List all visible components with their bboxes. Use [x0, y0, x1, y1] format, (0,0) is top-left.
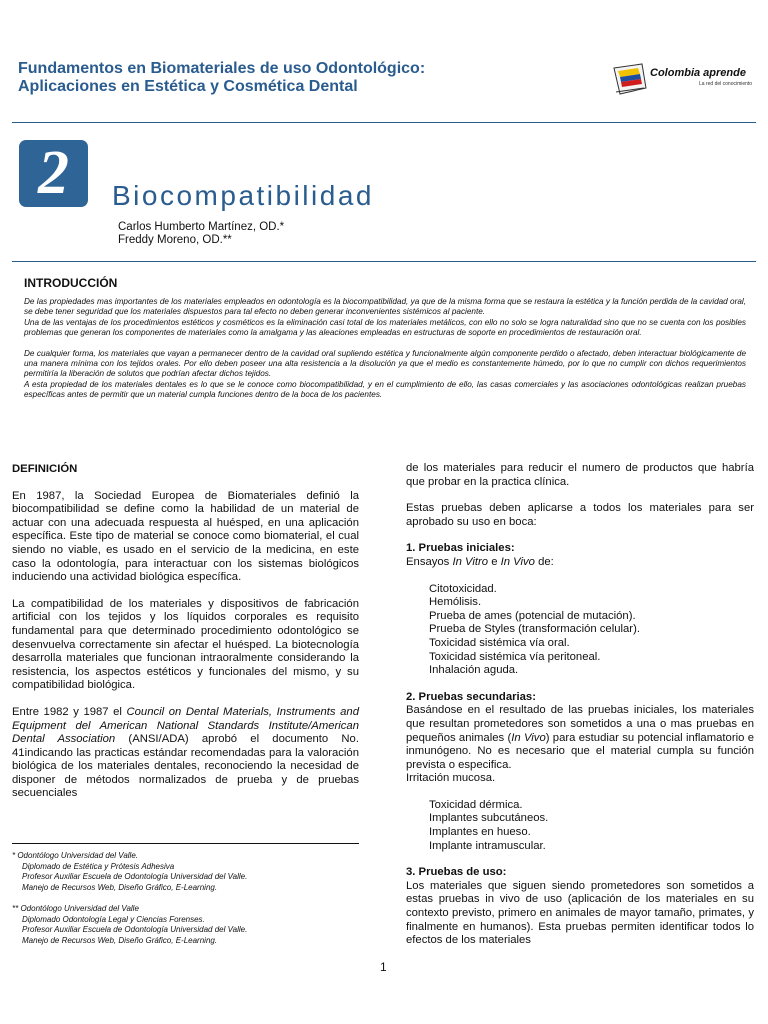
document-title — [18, 60, 578, 96]
footnote-divider — [12, 843, 359, 844]
colombia-aprende-logo — [612, 62, 757, 98]
list-item: Prueba de ames (potencial de mutación). — [429, 609, 636, 622]
intro-text — [24, 297, 746, 401]
list-item: Toxicidad sistémica vía oral. — [429, 636, 570, 649]
right-column — [406, 462, 754, 961]
left-column — [12, 463, 359, 814]
list-item: Prueba de Styles (transformación celular). — [429, 623, 640, 636]
definition-heading: DEFINICIÓN — [12, 463, 78, 475]
header-divider — [12, 122, 756, 123]
logo-subtitle: La red del conocimiento — [699, 81, 753, 87]
logo-text: Colombia aprende — [650, 67, 746, 79]
chapter-divider — [12, 261, 756, 262]
author-1: Carlos Humberto Martínez, OD.* — [118, 221, 285, 233]
body-paragraph: Ensayos In Vitro e In Vivo de: — [406, 555, 554, 568]
intro-paragraph: Una de las ventajas de los procedimientos estéticos y cosméticos es la eliminación casi total de los materiales metálicos, con ello no solo se logra naturalidad sino que no se cuenta con los posibles problemas que generan los componentes de materiales como la amalgama y las aleaciones empleadas en estructuras de soporte en procedimientos de restauración oral. — [24, 317, 746, 338]
initial-tests-list — [406, 583, 754, 678]
body-paragraph: Entre 1982 y 1987 el Council on Dental Materials, Instruments and Equipment del American National Standards Institute/American Dental Association (ANSI/ADA) aprobó el documento No. 41indicando las practicas estándar recomendadas para la valoración biológica de los materiales dentales, reconociendo la necesidad de disponer de métodos normalizados de prueba y de pruebas secuenciales — [12, 705, 359, 800]
chapter-title: Biocompatibilidad — [112, 180, 374, 211]
intro-paragraph: De cualquier forma, los materiales que vayan a permanecer dentro de la cavidad oral supliendo estética y funcionalmente algún componente perdido o afectado, deben interactuar biológicamente de una manera mínima con los tejidos orales. Por ello deben poseer una alta resistencia a la disolución ya que el medio es constantemente húmedo, por lo que no cumplir con dichos requerimientos permitiría la liberación de solutos que podrían afectar dichos tejidos. — [24, 348, 746, 379]
list-item: Toxicidad dérmica. — [429, 798, 523, 811]
body-paragraph: Irritación mucosa. — [406, 772, 496, 785]
council-name: Council on Dental Materials, Instruments and Equipment del American National Standards Institute/American Dental Association — [12, 705, 359, 746]
intro-paragraph: A esta propiedad de los materiales dentales es lo que se le conoce como biocompatibilidad, y en el cumplimiento de ello, las casas comerciales y las asociaciones odontológicas realizan pruebas específicas antes de permitir que un material cumpla funciones dentro de la boca de los pacientes. — [24, 379, 746, 400]
author-2: Freddy Moreno, OD.** — [118, 234, 232, 246]
body-paragraph: de los materiales para reducir el numero de productos que habría que probar en la practica clínica. — [406, 462, 754, 488]
intro-heading: INTRODUCCIÓN — [24, 276, 118, 290]
chapter-number-badge: 2 — [19, 140, 88, 207]
title-line-1: Fundamentos en Biomateriales de uso Odontológico: — [18, 60, 426, 77]
secondary-tests-list — [406, 799, 754, 853]
book-icon — [612, 62, 648, 96]
footnote-1: * Odontólogo Universidad del Valle. Diplomado de Estética y Prótesis Adhesiva Profesor Auxiliar Escuela de Odontología Universidad del Valle. Manejo de Recursos Web, Diseño Gráfico, E-Learning. — [12, 851, 248, 892]
list-item: Implantes subcutáneos. — [429, 812, 549, 825]
body-paragraph: En 1987, la Sociedad Europea de Biomateriales definió la biocompatibilidad se define como la habilidad de un material de actuar con una adecuada respuesta al huésped, en una aplicación específica. Este tipo de material se conoce como biomaterial, el cual siendo no viable, es usado en el servicio de la medicina, en este caso la odontología, para interactuar con los sistemas biológicos induciendo una actividad biológica específica. — [12, 489, 359, 584]
authors — [118, 221, 284, 247]
section-heading-secondary-tests: 2. Pruebas secundarias: — [406, 690, 536, 703]
title-line-2: Aplicaciones en Estética y Cosmética Dental — [18, 78, 358, 95]
list-item: Implantes en hueso. — [429, 826, 531, 839]
body-paragraph: La compatibilidad de los materiales y dispositivos de fabricación artificial con los tejidos y los líquidos corporales es requisito fundamental para que determinado procedimiento odontológico se desenvuelva correctamente sin afectar el huésped. La biotecnología desarrolla materiales que funcionan intraoralmente considerando la resistencia, los aspectos estéticos y funcionales del mismo, y su compatibilidad biológica. — [12, 597, 359, 692]
body-paragraph: Estas pruebas deben aplicarse a todos los materiales para ser aprobado su uso en boca: — [406, 502, 754, 528]
section-heading-initial-tests: 1. Pruebas iniciales: — [406, 542, 515, 555]
body-paragraph: Basándose en el resultado de las pruebas iniciales, los materiales que resultan prometedores son sometidos a una o mas pruebas en pequeños animales (In Vivo) para estudiar su potencial inflamatorio e inmunógeno. No es necesario que el material cumpla su función prevista o especifica. — [406, 704, 754, 771]
page-number: 1 — [380, 960, 387, 974]
body-paragraph: Los materiales que siguen siendo prometedores son sometidos a estas pruebas in vivo de uso (aplicación de los materiales en su contexto previsto, primero en animales de mayor tamaño, primates, y finalmente en humanos). Esta pruebas permiten identificar todos lo efectos de los materiales — [406, 879, 754, 947]
footnote-2: ** Odontólogo Universidad del Valle Diplomado Odontología Legal y Ciencias Forenses. Profesor Auxiliar Escuela de Odontología Universidad del Valle. Manejo de Recursos Web, Diseño Gráfico, E-Learning. — [12, 904, 248, 945]
list-item: Implante intramuscular. — [429, 839, 546, 852]
list-item: Hemólisis. — [429, 596, 482, 609]
list-item: Inhalación aguda. — [429, 664, 519, 677]
section-heading-use-tests: 3. Pruebas de uso: — [406, 866, 507, 879]
list-item: Citotoxicidad. — [429, 582, 497, 595]
list-item: Toxicidad sistémica vía peritoneal. — [429, 650, 601, 663]
intro-paragraph: De las propiedades mas importantes de los materiales empleados en odontología es la biocompatibilidad, ya que de la misma forma que se restaura la estética y la función perdida de la cavidad oral, se debe tener seguridad que los materiales dispuestos para tal efecto no deben generar inconvenientes sistémicos al paciente. — [24, 297, 746, 317]
